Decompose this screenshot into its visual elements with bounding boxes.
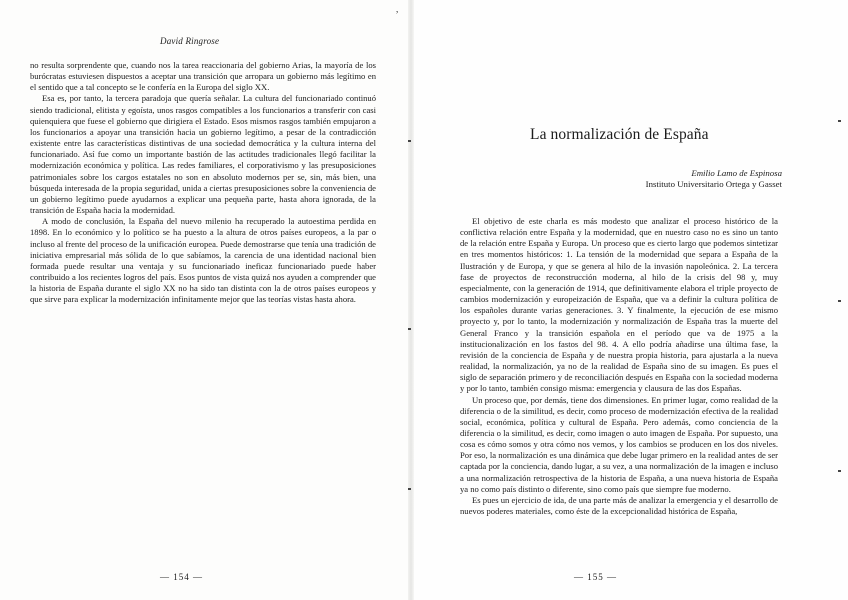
- right-body-text: [460, 216, 778, 517]
- left-paragraph-1: no resulta sorprendente que, cuando nos la tarea reaccionaria del gobierno Arias, la mayoría de los burócratas estuviesen dispuestos a aceptar una transición que arropara un gobierno más legítimo en el sentido que a tal concepto se le confería en la Europa del siglo XX.: [30, 60, 376, 93]
- right-paragraph-2: Un proceso que, por demás, tiene dos dimensiones. En primer lugar, como realidad de la diferencia o de la similitud, es decir, como proceso de modernización efectiva de la realidad social, económica, política y cultural de España. Pero además, como conciencia de la diferencia o la similitud, es decir, como imagen o auto imagen de España. Por supuesto, una cosa es cómo somos y otra cómo nos vemos, y los cambios se producen en los dos niveles. Por eso, la normalización es una dinámica que debe lugar primero en la realidad antes de ser captada por la conciencia, dando lugar, a su vez, a una normalización de la imagen e incluso a una normalización retrospectiva de la historia de España, a una nueva historia de España ya no como país distinto o diferente, sino como país que siempre fue moderno.: [460, 394, 778, 494]
- author-affiliation: Instituto Universitario Ortega y Gasset: [645, 179, 782, 189]
- page-number-right: — 155 —: [574, 572, 617, 582]
- left-paragraph-3: A modo de conclusión, la España del nuevo milenio ha recuperado la autoestima perdida en 1898. En lo económico y lo político se ha puesto a la altura de otros países europeos, a la par o incluso al frente del proceso de la unificación europea. Puede demostrarse que tenía una tradición de iniciativa empresarial más sólida de lo que sabíamos, la carencia de una identidad nacional bien formada puede resultar una ventaja y su funcionariado ineficaz funcionariado puede haber contribuido a los recientes logros del país. Esos puntos de vista quizá nos ayuden a comprender que la historia de España durante el siglo XX no ha sido tan distinta con la de otros países europeos y que sirve para explicar la modernización infinitamente mejor que las teorías vistas hasta ahora.: [30, 216, 376, 305]
- margin-tick: [838, 470, 841, 472]
- book-gutter: [408, 0, 414, 600]
- chapter-title: La normalización de España: [530, 126, 709, 143]
- right-paragraph-3: Es pues un ejercicio de ida, de una parte más de analizar la emergencia y el desarrollo de nuevos poderes materiales, como éste de la excepcionalidad histórica de España,: [460, 494, 778, 517]
- margin-tick: [838, 300, 841, 302]
- running-head: David Ringrose: [160, 36, 220, 46]
- page-number-left: — 154 —: [160, 572, 203, 582]
- right-paragraph-1: El objetivo de este charla es más modesto que analizar el proceso histórico de la conflictiva relación entre España y la modernidad, que en nuestro caso no es sino un tanto de la relación entre España y Europa. Un proceso que es cierto largo que podemos sintetizar en tres momentos históricos: 1. La tensión de la modernidad que separa a España de la Ilustración y de Europa, y que se genera al hilo de la invasión napoleónica. 2. La tercera fase de proyectos de reconstrucción moderna, al hilo de la crisis del 98 y, muy especialmente, con la generación de 1914, que definitivamente elabora el triple proyecto de cambios modernización y europeización de España, que va a definir la cultura política de los españoles durante varias generaciones. 3. Y finalmente, la ejecución de ese mismo proyecto y, por lo tanto, la modernización y normalización de España tras la muerte del General Franco y la transición española en el período que va de 1975 a la institucionalización en los fastos del 98. 4. A ello podría añadirse una última fase, la revisión de la conciencia de España y de nuestra propia historia, para ajustarla a la nueva realidad, la normalización, ya no de la realidad de España sino de su imagen. Es pues el siglo de separación primero y de reconciliación después en España con la sociedad moderna y por lo tanto, también consigo misma: emergencia y clausura de las dos Españas.: [460, 216, 778, 394]
- margin-tick: [408, 140, 411, 142]
- author-name: Emilio Lamo de Espinosa: [691, 168, 782, 178]
- margin-tick: [408, 488, 411, 490]
- author-block: [592, 168, 782, 190]
- top-mark: ,: [396, 4, 399, 14]
- margin-tick: [408, 328, 411, 330]
- left-page: [0, 0, 412, 600]
- left-body-text: [30, 60, 376, 305]
- left-paragraph-2: Esa es, por tanto, la tercera paradoja que quería señalar. La cultura del funcionariado continuó siendo tradicional, elitista y egoísta, unos rasgos compatibles a los funcionarios a transferir con casi quienquiera que fuese el gobierno que dirigiera el Estado. Esos mismos rasgos también empujaron a los funcionarios a apoyar una transición hacia un gobierno legítimo, a pesar de la contradicción existente entre las características distintivas de una sociedad democrática y la cultura interna del funcionariado. Así fue como un importante bastión de las actitudes tradicionales llegó facilitar la modernización económica y política. Las redes familiares, el corporativismo y las presuposiciones patrimoniales sobre los cargos estatales no son en absoluto modernos per se, sin, más bien, una búsqueda interesada de la propia seguridad, unida a ciertas presuposiciones sobre la conveniencia de un gobierno legítimo puede ayudarnos a explicar una pequeña parte, hasta ahora ignorada, de la transición de España hacia la modernidad.: [30, 93, 376, 216]
- margin-tick: [838, 120, 841, 122]
